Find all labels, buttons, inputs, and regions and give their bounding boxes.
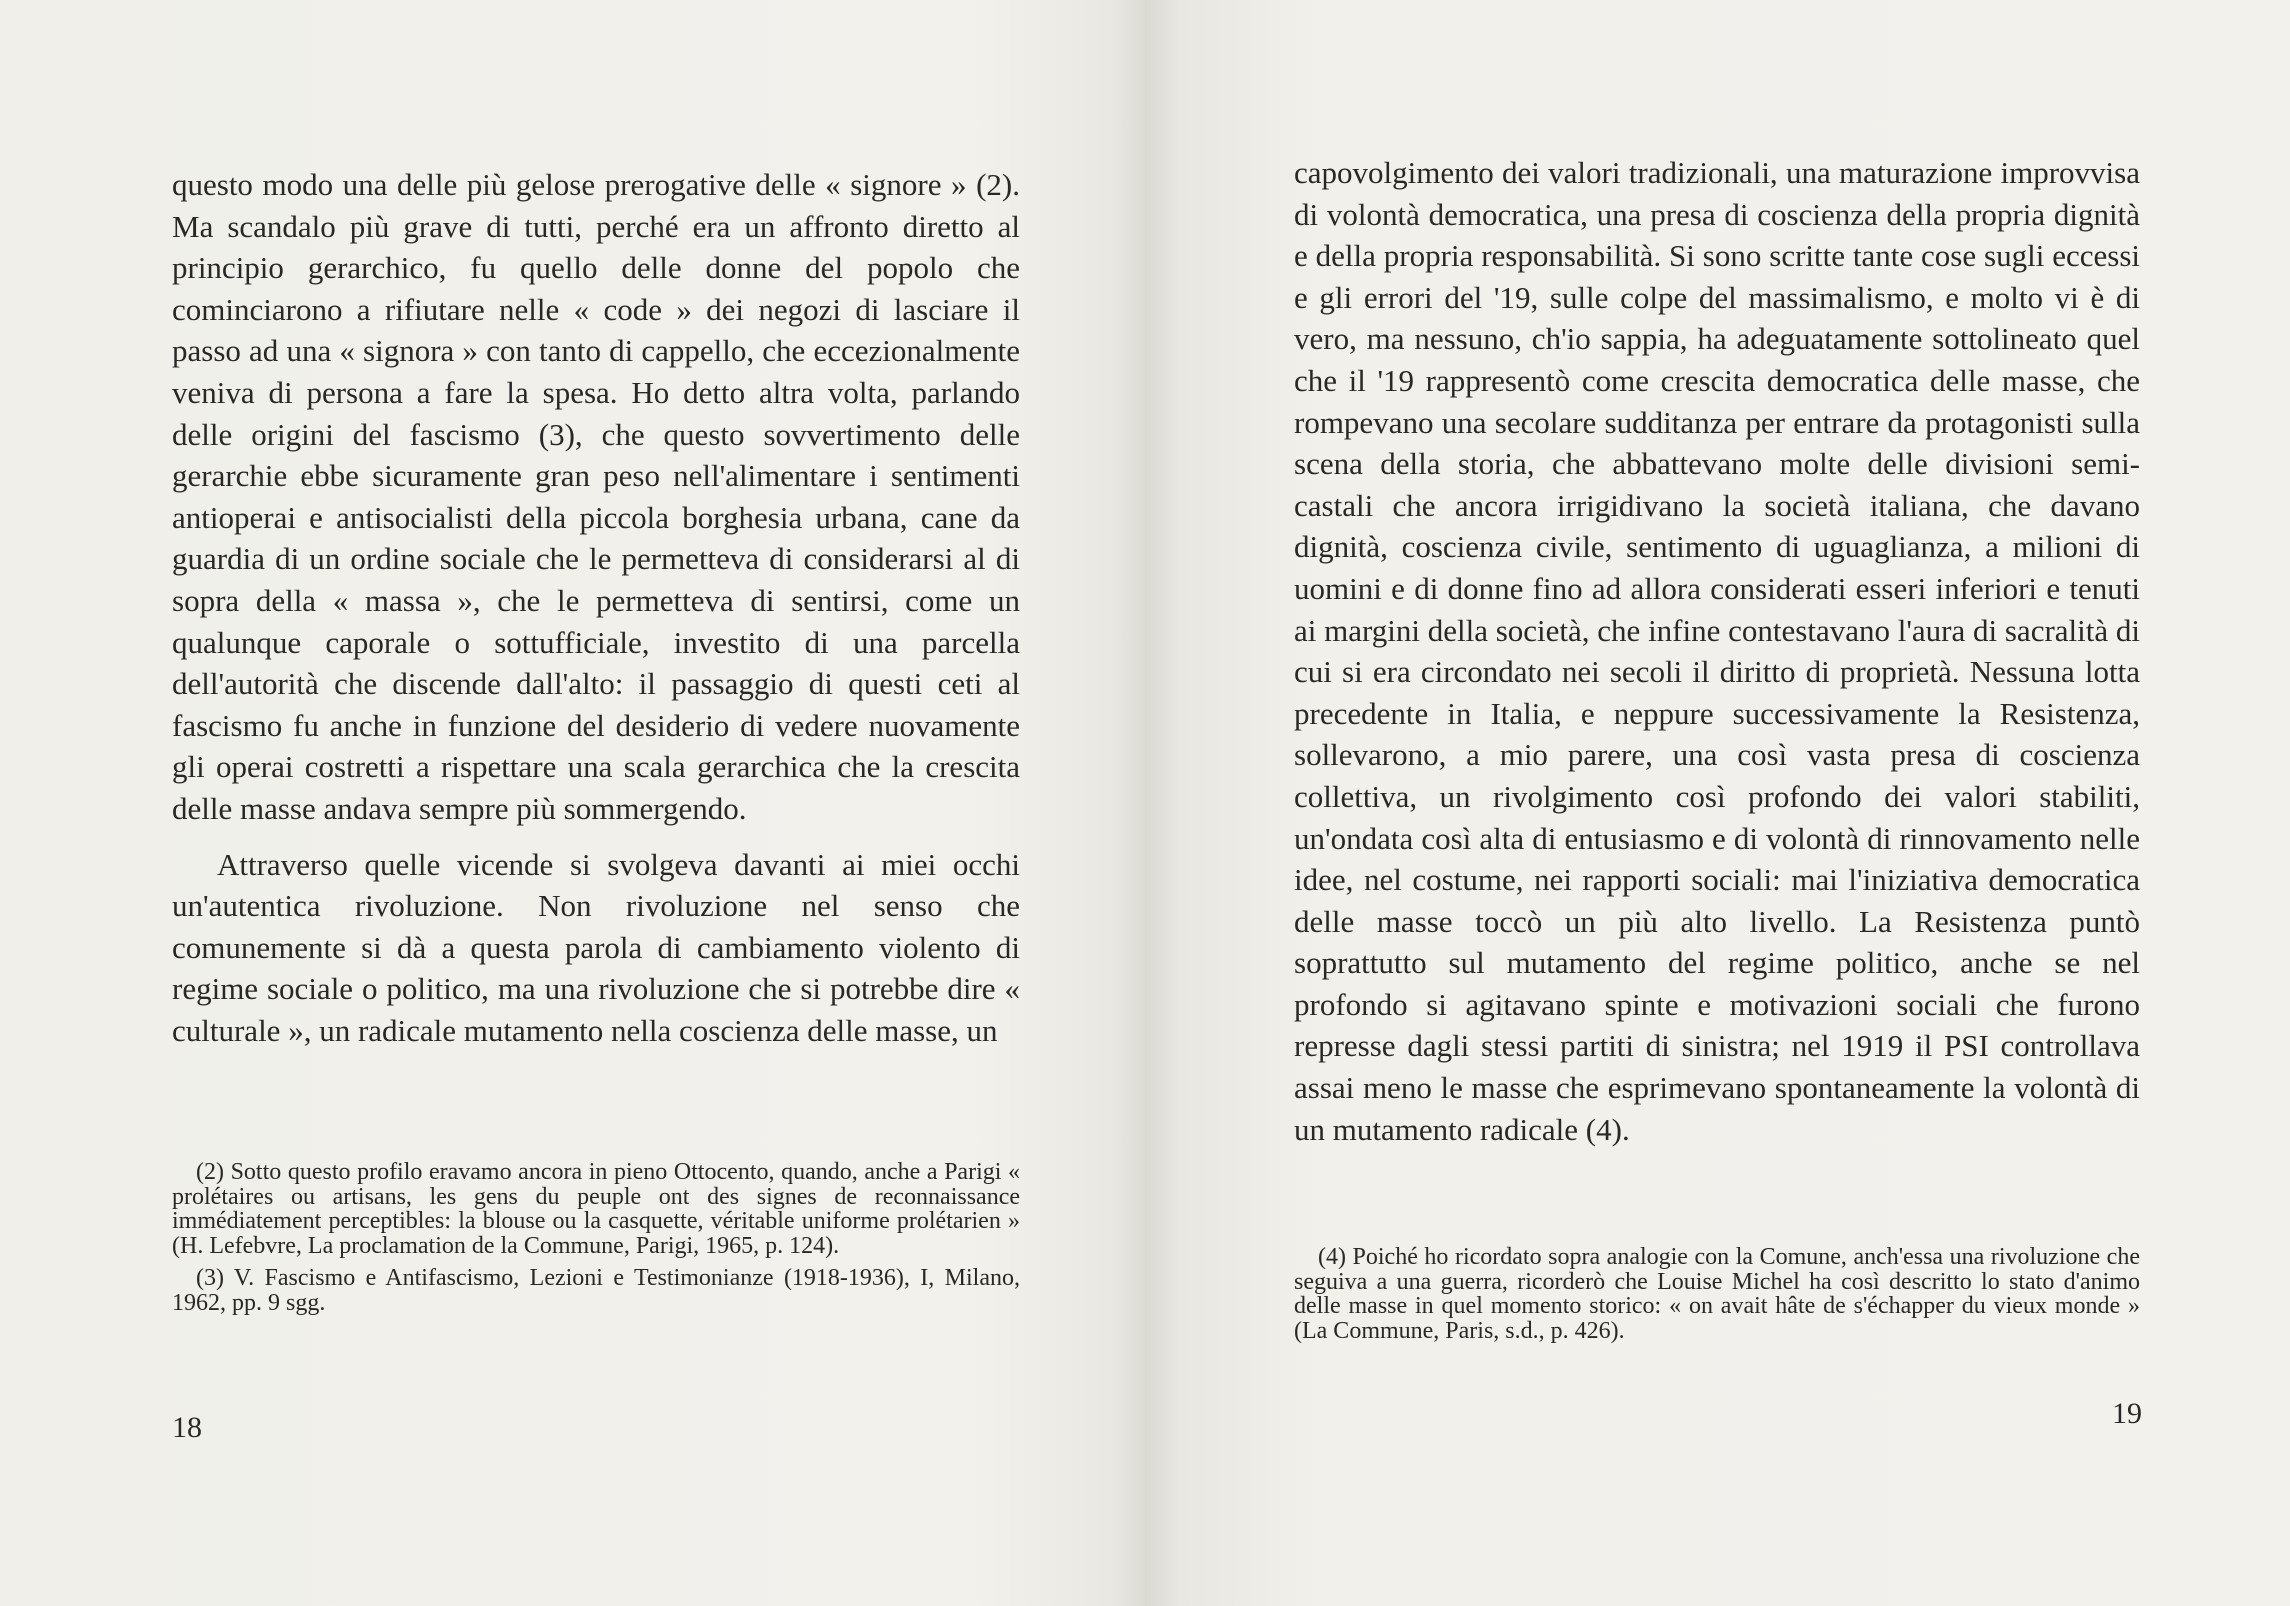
footnote-2: (2) Sotto questo profilo eravamo ancora in pieno Ottocento, quando, anche a Parigi « prolétaires ou artisans, les gens du peuple ont des signes de reconnaissance immédiatement perceptibles: la blouse ou la casquette, véritable uniforme prolétarien » (H. Lefebvre, La proclamation de la Commune, Parigi, 1965, p. 124). xyxy=(172,1159,1020,1259)
left-paragraph-1: questo modo una delle più gelose prerogative delle « signore » (2). Ma scandalo più grave di tutti, perché era un affronto diretto al principio gerarchico, fu quello delle donne del popolo che cominciarono a rifiutare nelle « code » dei negozi di lasciare il passo ad una « signora » con tanto di cappello, che eccezionalmente veniva di persona a fare la spesa. Ho detto altra volta, parlando delle origini del fascismo (3), che questo sovvertimento delle gerarchie ebbe sicuramente gran peso nell'alimentare i sentimenti antioperai e antisocialisti della piccola borghesia urbana, cane da guardia di un ordine sociale che le permetteva di considerarsi al di sopra della « massa », che le permetteva di sentirsi, come un qualunque caporale o sottufficiale, investito di una parcella dell'autorità che discende dall'alto: il passaggio di questi ceti al fascismo fu anche in funzione del desiderio di vedere nuovamente gli operai costretti a rispettare una scala gerarchica che la crescita delle masse andava sempre più sommergendo. xyxy=(172,167,1020,826)
right-footnotes xyxy=(1294,1245,2140,1351)
right-page-number: 19 xyxy=(2112,1397,2142,1430)
right-page xyxy=(1145,0,2290,1606)
left-body-text xyxy=(172,164,1020,1051)
left-page-number: 18 xyxy=(172,1411,202,1444)
footnote-3: (3) V. Fascismo e Antifascismo, Lezioni e Testimonianze (1918-1936), I, Milano, 1962, pp. 9 sgg. xyxy=(172,1265,1020,1316)
left-paragraph-2: Attraverso quelle vicende si svolgeva davanti ai miei occhi un'autentica rivoluzione. Non rivoluzione nel senso che comunemente si dà a questa parola di cambiamento violento di regime sociale o politico, ma una rivoluzione che si potrebbe dire « culturale », un radicale mutamento nella coscienza delle masse, un xyxy=(172,846,1020,1048)
right-body-text xyxy=(1294,152,2140,1150)
right-paragraph-1: capovolgimento dei valori tradizionali, una maturazione improvvisa di volontà democratica, una presa di coscienza della propria dignità e della propria responsabilità. Si sono scritte tante cose sugli eccessi e gli errori del '19, sulle colpe del massimalismo, e molto vi è di vero, ma nessuno, ch'io sappia, ha adeguatamente sottolineato quel che il '19 rappresentò come crescita democratica delle masse, che rompevano una secolare sudditanza per entrare da protagonisti sulla scena della storia, che abbattevano molte delle divisioni semi-castali che ancora irrigidivano la società italiana, che davano dignità, coscienza civile, sentimento di uguaglianza, a milioni di uomini e di donne fino ad allora considerati esseri inferiori e tenuti ai margini della società, che infine contestavano l'aura di sacralità di cui si era circondato nei secoli il diritto di proprietà. Nessuna lotta precedente in Italia, e neppure successivamente la Resistenza, sollevarono, a mio parere, una così vasta presa di coscienza collettiva, un rivolgimento così profondo dei valori stabiliti, un'ondata così alta di entusiasmo e di volontà di rinnovamento nelle idee, nel costume, nei rapporti sociali: mai l'iniziativa democratica delle masse toccò un più alto livello. La Resistenza puntò soprattutto sul mutamento del regime politico, anche se nel profondo si agitavano spinte e motivazioni sociali che furono represse dagli stessi partiti di sinistra; nel 1919 il PSI controllava assai meno le masse che esprimevano spontaneamente la volontà di un mutamento radicale (4). xyxy=(1294,155,2140,1147)
footnote-4: (4) Poiché ho ricordato sopra analogie con la Comune, anch'essa una rivoluzione che seguiva a una guerra, ricorderò che Louise Michel ha così descritto lo stato d'animo delle masse in quel momento storico: « on avait hâte de s'échapper du vieux monde » (La Commune, Paris, s.d., p. 426). xyxy=(1294,1244,2140,1344)
left-footnotes xyxy=(172,1160,1020,1323)
